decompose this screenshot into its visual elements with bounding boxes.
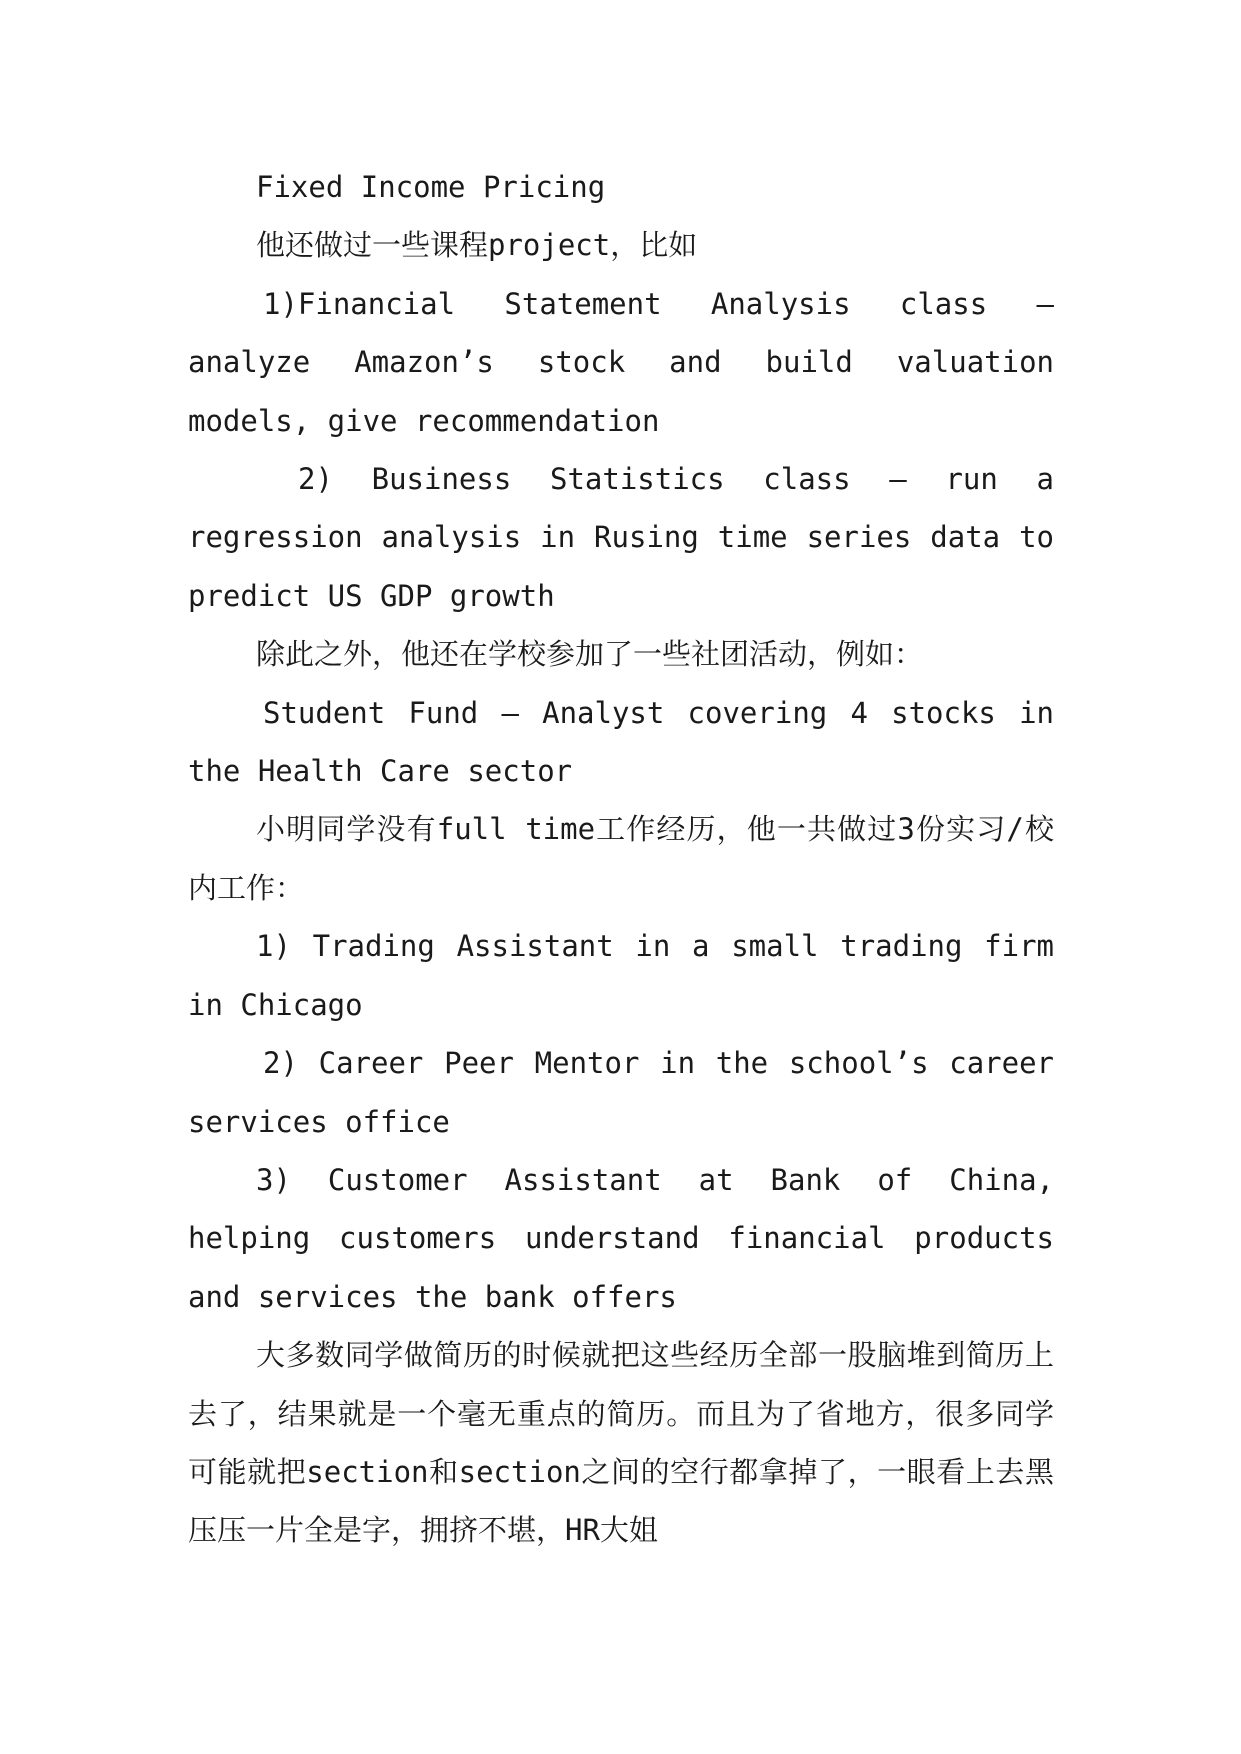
document-body xyxy=(188,158,1054,1560)
paragraph-experience-2: 2) Career Peer Mentor in the school’s career services office xyxy=(188,1046,1054,1139)
paragraph-experience-intro: 小明同学没有full time工作经历，他一共做过3份实习/校内工作： xyxy=(188,812,1054,905)
paragraph-activities-intro: 除此之外，他还在学校参加了一些社团活动，例如： xyxy=(256,637,924,672)
paragraph-activity-1: Student Fund – Analyst covering 4 stocks in the Health Care sector xyxy=(188,695,1054,789)
paragraph-project-2: 2) Business Statistics class – run a regression analysis in Rusing time series data to predict US GDP growth xyxy=(188,462,1054,613)
paragraph-experience-1: 1) Trading Assistant in a small trading firm in Chicago xyxy=(188,929,1054,1022)
paragraph-projects-intro: 他还做过一些课程project，比如 xyxy=(256,228,698,263)
paragraph-project-1: 1)Financial Statement Analysis class – analyze Amazon’s stock and build valuation models, give recommendation xyxy=(188,286,1054,438)
paragraph-course-item: Fixed Income Pricing xyxy=(256,170,606,204)
paragraph-resume-advice: 大多数同学做简历的时候就把这些经历全部一股脑堆到简历上去了，结果就是一个毫无重点的简历。而且为了省地方，很多同学可能就把section和section之间的空行都拿掉了，一眼看上去黑压压一片全是字，拥挤不堪，HR大姐 xyxy=(188,1338,1054,1548)
paragraph-experience-3: 3) Customer Assistant at Bank of China, helping customers understand financial products and services the bank offers xyxy=(188,1162,1054,1314)
